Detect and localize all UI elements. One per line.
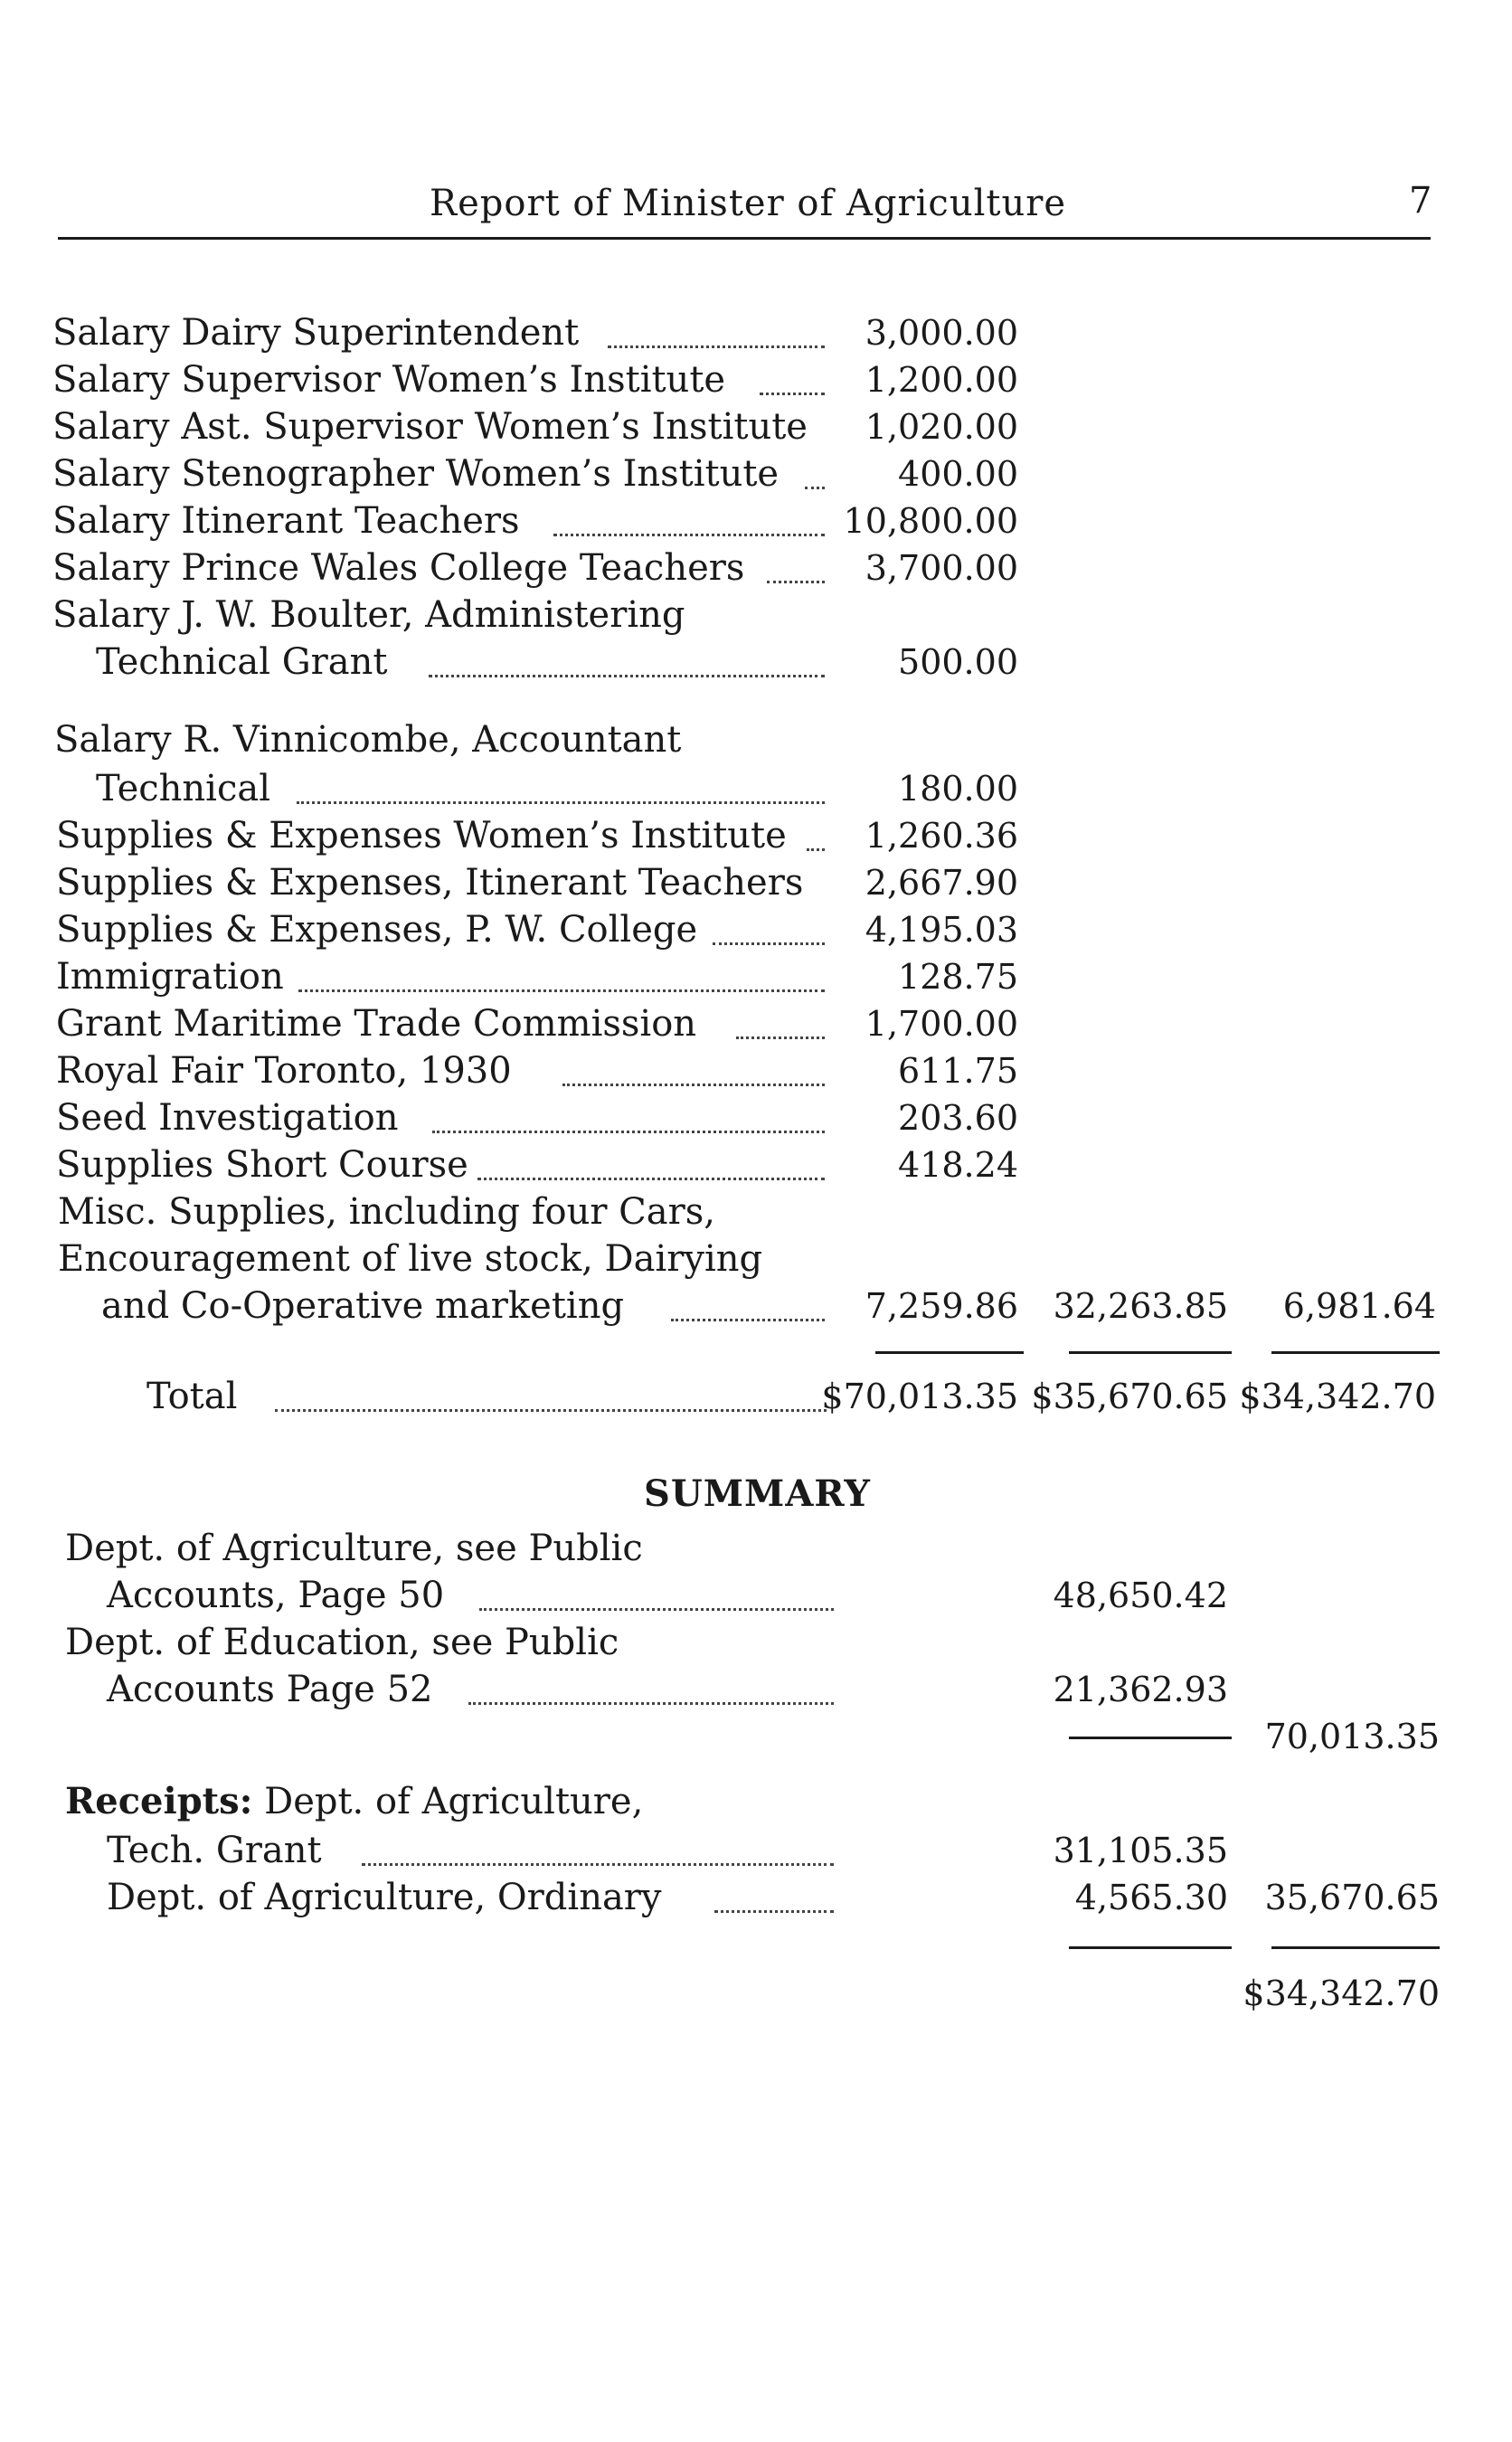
leader-dots [553, 532, 825, 536]
column-2-rule [1069, 1351, 1232, 1354]
total-label: Total [146, 1376, 238, 1417]
receipts-item-label: Dept. of Agriculture, Ordinary [107, 1877, 662, 1918]
expense-item-vinnicombe-line-1 [0, 716, 1512, 763]
leader-dots [714, 1908, 834, 1913]
leader-dots [562, 1082, 825, 1086]
item-label: Salary R. Vinnicombe, Accountant [54, 719, 682, 761]
receipts-item-label: Tech. Grant [107, 1830, 322, 1871]
item-amount: 500.00 [898, 642, 1018, 682]
final-rule-column-3 [1271, 1946, 1440, 1949]
leader-dots [275, 1407, 827, 1412]
leader-dots [468, 1700, 834, 1705]
leader-dots [671, 1317, 825, 1321]
expense-item-misc-line-2 [0, 1235, 1512, 1283]
final-balance [0, 1970, 1512, 2017]
leader-dots [713, 941, 825, 945]
expense-item-short-course [0, 1141, 1512, 1188]
item-amount: 611.75 [898, 1051, 1018, 1091]
item-amount: 1,020.00 [865, 407, 1018, 447]
final-rule-column-2 [1069, 1946, 1232, 1949]
item-amount: 400.00 [898, 454, 1018, 494]
summary-label: Accounts Page 52 [107, 1669, 433, 1710]
item-amount: 7,259.86 [865, 1286, 1018, 1326]
total-row [0, 1373, 1512, 1420]
header-rule [58, 237, 1431, 240]
item-label: Supplies & Expenses Women’s Institute [56, 815, 787, 857]
expense-item-immigration [0, 953, 1512, 1000]
expense-item-misc-line-3 [0, 1283, 1512, 1330]
item-label: Encouragement of live stock, Dairying [58, 1238, 763, 1280]
item-amount: 180.00 [898, 769, 1018, 809]
item-label: Grant Maritime Trade Commission [56, 1003, 697, 1045]
item-label: Supplies & Expenses, Itinerant Teachers [56, 862, 804, 904]
total-column-2: $35,670.65 [1031, 1377, 1228, 1416]
receipts-item-amount: 31,105.35 [1053, 1831, 1228, 1870]
item-column-3: 6,981.64 [1282, 1286, 1436, 1326]
summary-agriculture-line-1 [0, 1525, 1512, 1572]
item-label: Seed Investigation [56, 1097, 399, 1139]
receipts-label-rest: Dept. of Agriculture, [252, 1781, 644, 1822]
receipts-tech-grant [0, 1827, 1512, 1874]
item-label: Salary Supervisor Women’s Institute [52, 359, 726, 401]
item-amount: 4,195.03 [865, 910, 1018, 950]
expense-item-dairy-superintendent [0, 309, 1512, 356]
leader-dots [429, 673, 825, 677]
receipts-ordinary [0, 1874, 1512, 1921]
summary-amount: 48,650.42 [1053, 1576, 1228, 1615]
receipts-item-amount: 4,565.30 [1074, 1878, 1228, 1917]
summary-label: Accounts, Page 50 [107, 1575, 445, 1616]
total-column-1: $70,013.35 [821, 1377, 1018, 1416]
item-label: Technical [96, 768, 271, 809]
item-column-2: 32,263.85 [1053, 1286, 1228, 1326]
expense-item-supplies-itinerant [0, 859, 1512, 906]
expense-item-stenographer [0, 450, 1512, 497]
item-amount: 418.24 [898, 1145, 1018, 1185]
item-label: Royal Fair Toronto, 1930 [56, 1050, 512, 1092]
receipts-total-amount: 35,670.65 [1264, 1878, 1440, 1917]
summary-heading: SUMMARY [644, 1472, 871, 1515]
item-amount: 3,000.00 [865, 313, 1018, 353]
item-label: Salary J. W. Boulter, Administering [52, 594, 685, 636]
leader-dots [479, 1606, 834, 1611]
leader-dots [477, 1176, 825, 1180]
item-amount: 1,260.36 [865, 816, 1018, 856]
expense-item-itinerant-teachers [0, 497, 1512, 544]
leader-dots [608, 344, 825, 348]
item-label: Salary Stenographer Women’s Institute [52, 453, 780, 495]
item-amount: 1,700.00 [865, 1004, 1018, 1044]
expense-item-ast-supervisor [0, 403, 1512, 450]
summary-label: Dept. of Education, see Public [65, 1622, 619, 1663]
column-1-rule [875, 1351, 1024, 1354]
expense-item-supervisor [0, 356, 1512, 403]
leader-dots [297, 800, 825, 804]
item-amount: 3,700.00 [865, 548, 1018, 588]
item-label: Technical Grant [96, 641, 388, 683]
item-label: Supplies & Expenses, P. W. College [56, 909, 698, 951]
item-label: Salary Dairy Superintendent [52, 312, 580, 354]
running-header: Report of Minister of Agriculture [430, 183, 1066, 224]
expense-item-boulter-line-1 [0, 592, 1512, 639]
item-amount: 203.60 [898, 1098, 1018, 1138]
expense-item-seed-investigation [0, 1094, 1512, 1141]
item-label: Salary Itinerant Teachers [52, 500, 520, 542]
column-3-rule [1271, 1351, 1440, 1354]
item-amount: 1,200.00 [865, 360, 1018, 400]
total-column-3: $34,342.70 [1239, 1377, 1436, 1416]
expense-item-misc-line-1 [0, 1188, 1512, 1235]
item-amount: 10,800.00 [843, 501, 1018, 541]
leader-dots [736, 1035, 825, 1039]
expense-item-supplies-womens-institute [0, 812, 1512, 859]
item-label: Supplies Short Course [56, 1144, 468, 1186]
item-amount: 128.75 [898, 957, 1018, 997]
item-label: Misc. Supplies, including four Cars, [58, 1191, 715, 1233]
final-balance-amount: $34,342.70 [1243, 1973, 1440, 2013]
summary-agriculture-line-2 [0, 1572, 1512, 1619]
summary-amount: 21,362.93 [1053, 1670, 1228, 1709]
item-label: Immigration [56, 956, 284, 998]
leader-dots [432, 1129, 825, 1133]
expense-item-supplies-pw-college [0, 906, 1512, 953]
summary-education-line-2 [0, 1666, 1512, 1713]
item-label: and Co-Operative marketing [101, 1285, 625, 1327]
expense-item-boulter-line-2 [0, 639, 1512, 686]
receipts-line-1 [0, 1778, 1512, 1825]
expense-item-vinnicombe-line-2 [0, 765, 1512, 812]
receipts-label [65, 1778, 643, 1825]
item-label: Salary Prince Wales College Teachers [52, 547, 745, 589]
summary-education-line-1 [0, 1619, 1512, 1666]
leader-dots [298, 988, 825, 992]
leader-dots [362, 1861, 834, 1866]
expense-item-prince-wales-teachers [0, 544, 1512, 592]
expense-item-maritime-trade [0, 1000, 1512, 1047]
summary-total-amount: 70,013.35 [1264, 1717, 1440, 1756]
summary-expense-total [0, 1713, 1512, 1760]
item-label: Salary Ast. Supervisor Women’s Institute [52, 406, 808, 448]
page-number: 7 [1409, 180, 1433, 222]
item-amount: 2,667.90 [865, 863, 1018, 903]
receipts-heading: Receipts: [65, 1780, 253, 1822]
summary-label: Dept. of Agriculture, see Public [65, 1528, 643, 1569]
expense-item-royal-fair [0, 1047, 1512, 1094]
